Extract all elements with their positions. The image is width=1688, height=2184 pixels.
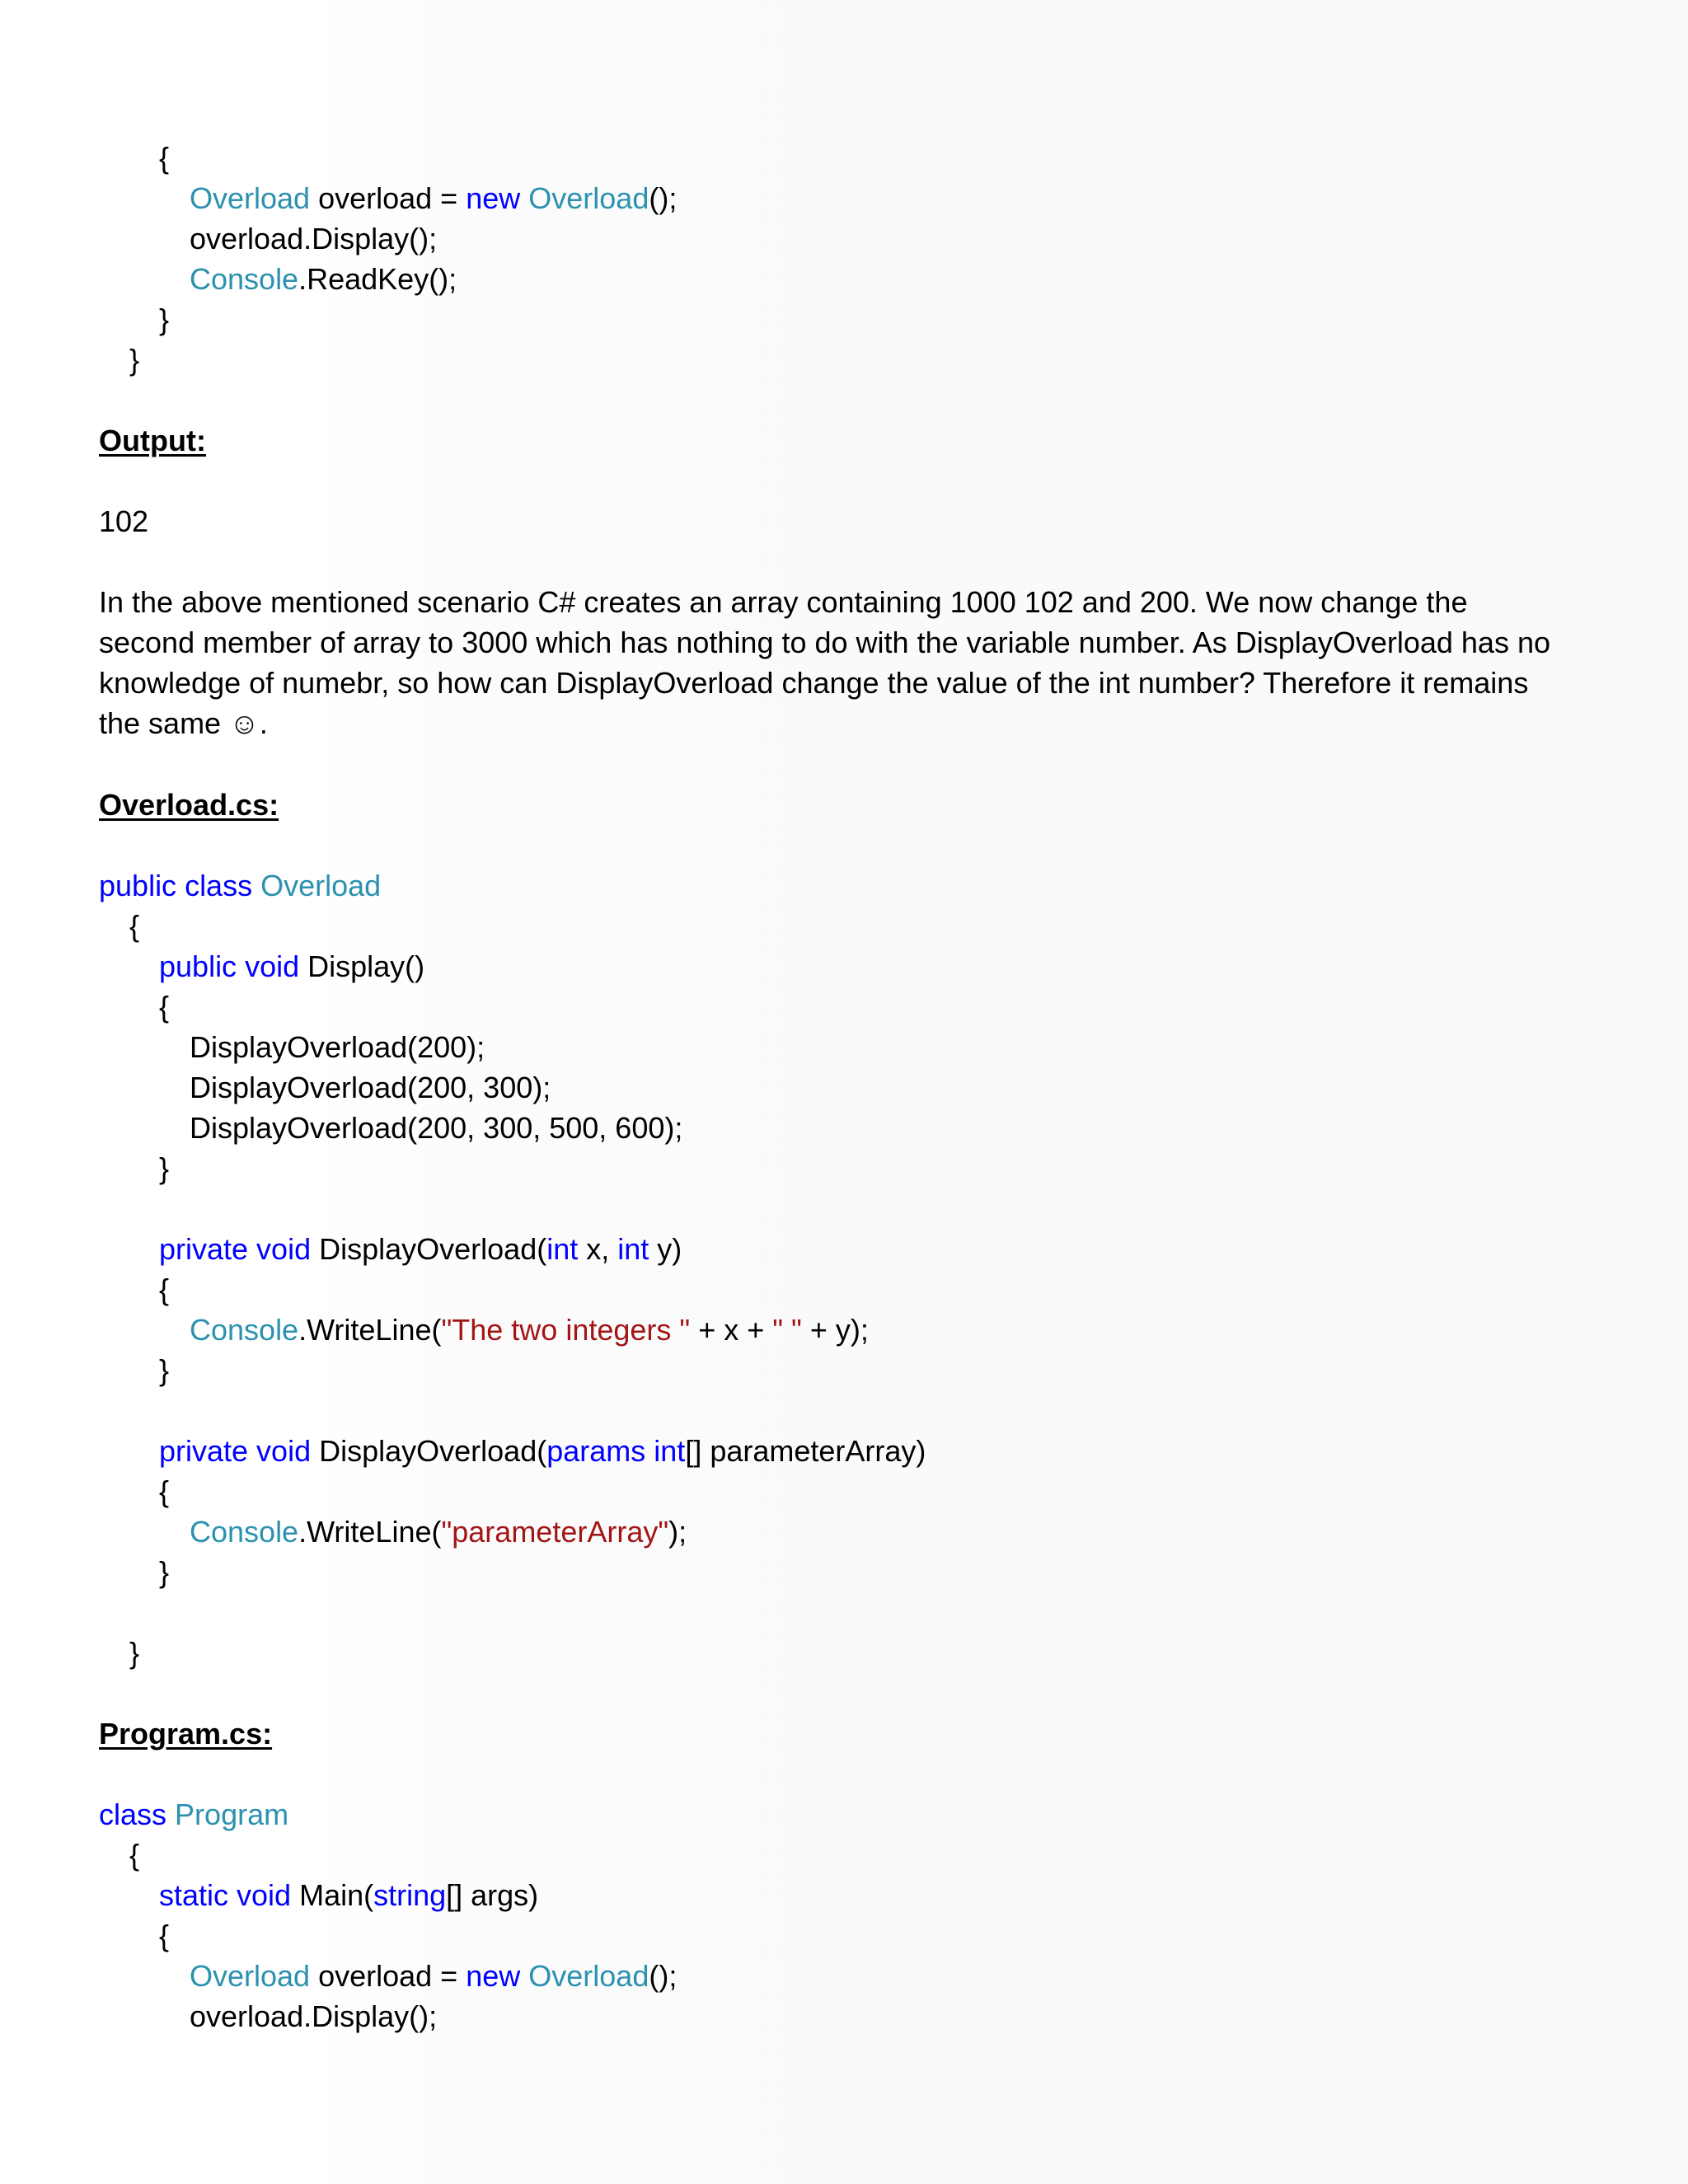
code-token-type: Console	[190, 1313, 299, 1347]
code-brace: {	[129, 1838, 140, 1872]
code-brace: }	[159, 1353, 170, 1387]
output-heading: Output:	[99, 424, 206, 457]
code-brace: {	[129, 909, 140, 943]
code-token-keyword: static void	[159, 1878, 292, 1912]
code-token: DisplayOverload(	[311, 1434, 547, 1468]
code-token	[520, 181, 528, 215]
code-token: .ReadKey();	[298, 262, 457, 296]
code-line	[159, 1431, 926, 1471]
code-line: overload.Display();	[190, 222, 438, 255]
code-brace: }	[159, 1555, 170, 1589]
code-token-string: " "	[772, 1313, 802, 1347]
code-token: ();	[649, 181, 678, 215]
code-token: x,	[578, 1232, 618, 1266]
code-token-keyword: private void	[159, 1232, 312, 1266]
code-token: overload =	[310, 181, 467, 215]
code-token: .WriteLine(	[298, 1313, 442, 1347]
code-token-keyword: int	[654, 1434, 686, 1468]
explanation-paragraph	[99, 582, 1566, 743]
code-brace: {	[159, 1919, 170, 1952]
code-line	[190, 1310, 869, 1350]
code-token-keyword: private void	[159, 1434, 312, 1468]
code-line	[99, 1794, 288, 1835]
code-token: ();	[649, 1959, 678, 1993]
code-brace: {	[159, 1474, 170, 1508]
code-token: [] parameterArray)	[685, 1434, 926, 1468]
code-token-keyword: public class	[99, 869, 253, 902]
code-token-string: "parameterArray"	[441, 1515, 669, 1549]
code-token	[645, 1434, 654, 1468]
code-line: DisplayOverload(200);	[190, 1030, 485, 1064]
code-token-keyword: class	[99, 1797, 167, 1831]
code-line	[190, 1956, 677, 1996]
explanation-text: In the above mentioned scenario C# creates an array containing 1000 102 and 200. We now change the second member of array to 3000 which has nothing to do with the variable number. As DisplayOverload has no knowledge of numebr, so how can DisplayOverload change the value of the int number? Therefore it remains the same ☺.	[99, 585, 1550, 740]
code-token-type: Console	[190, 1515, 299, 1549]
output-value: 102	[99, 504, 149, 538]
code-token	[520, 1959, 528, 1993]
code-line: overload.Display();	[190, 1999, 438, 2033]
overload-cs-heading: Overload.cs:	[99, 788, 279, 822]
code-token: Main(	[291, 1878, 374, 1912]
code-token-type: Console	[190, 262, 299, 296]
code-token-type: Overload	[528, 181, 649, 215]
code-line	[159, 1875, 538, 1915]
code-token: y)	[649, 1232, 682, 1266]
code-token: + x +	[690, 1313, 773, 1347]
code-brace: {	[159, 1272, 170, 1306]
code-line	[159, 1229, 682, 1269]
code-line	[159, 946, 424, 987]
program-cs-heading: Program.cs:	[99, 1717, 273, 1750]
code-token-type: Overload	[190, 181, 311, 215]
code-token-type: Overload	[260, 869, 382, 902]
code-token-keyword: new	[466, 181, 521, 215]
code-line	[190, 178, 677, 218]
code-token: .WriteLine(	[298, 1515, 442, 1549]
code-line: DisplayOverload(200, 300);	[190, 1071, 551, 1104]
code-brace: {	[159, 990, 170, 1024]
code-line	[190, 1511, 687, 1552]
code-brace: {	[159, 141, 170, 175]
code-token-keyword: string	[373, 1878, 447, 1912]
code-line: DisplayOverload(200, 300, 500, 600);	[190, 1111, 683, 1145]
code-token-type: Overload	[528, 1959, 649, 1993]
code-token: [] args)	[446, 1878, 539, 1912]
code-brace: }	[159, 1151, 170, 1185]
code-line	[99, 865, 381, 906]
code-token-keyword: int	[617, 1232, 649, 1266]
code-token: overload =	[310, 1959, 467, 1993]
code-brace: }	[159, 302, 170, 336]
code-token: Display()	[299, 949, 425, 983]
code-brace: }	[129, 343, 140, 377]
code-brace: }	[129, 1636, 140, 1670]
code-token-keyword: public void	[159, 949, 300, 983]
code-token-type: Program	[175, 1797, 289, 1831]
code-token: + y);	[801, 1313, 869, 1347]
code-line	[190, 259, 457, 299]
code-token-string: "The two integers "	[441, 1313, 691, 1347]
code-token-keyword: params	[546, 1434, 646, 1468]
code-token: DisplayOverload(	[311, 1232, 547, 1266]
code-token: );	[668, 1515, 687, 1549]
code-token-keyword: int	[546, 1232, 579, 1266]
code-token-keyword: new	[466, 1959, 521, 1993]
code-token-type: Overload	[190, 1959, 311, 1993]
